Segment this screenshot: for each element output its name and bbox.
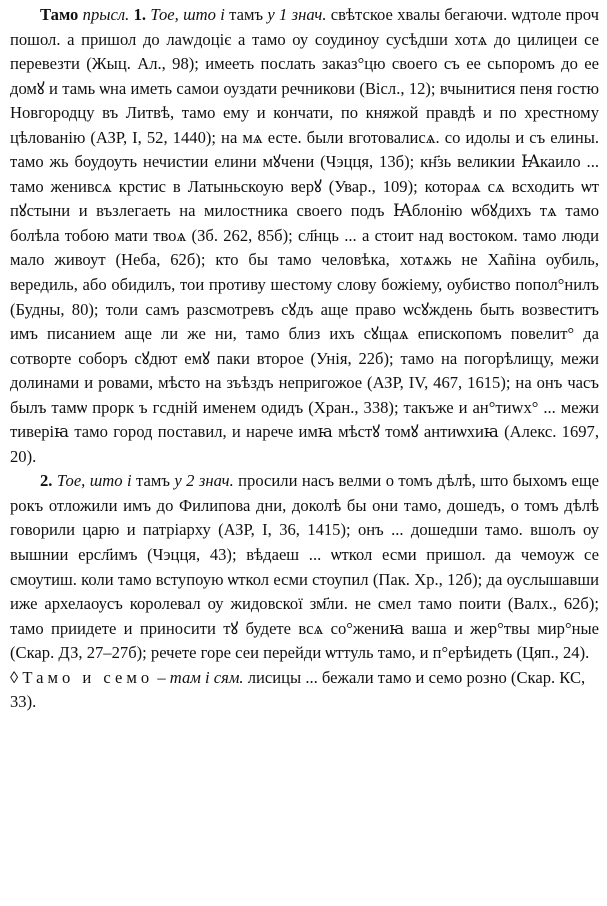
sense-2-citations: просили насъ велми о томъ дѣлѣ, што быхомъ еще рокъ отложили имъ до Филипова дни, доколѣ бы они тамо, дошедъ, о томъ дѣлѣ говорили царю и патріарху (АЗР, I, 36, 1415); онъ ... дошедши тамо. вшолъ оу вышнии ерсл҃имъ (Чэцця, 43); вѣдаеш ... ѡткол есми пришол. да чемоуж се смоутиш. коли тамо вступоую ѡткол есми стоупил (Пак. Хр., 12б); да оуслышавши иже архелаоусъ королевал оу жидовскої зм҃ли. не смел тамо поити (Валх., 62б); тамо приидете и приносити тꙋ будете всѧ со°жениꙗ ваша и жер°твы мир°ные (Скар. ДЗ, 27–27б); речете горе сеи перейди ѡттуль тамо, и п°ерѣидеть (Цяп., 24).	[10, 471, 600, 663]
sense-2-paragraph	[10, 469, 599, 665]
sense-1-ref-word: тамъ	[229, 5, 264, 24]
diamond-icon: ◊	[10, 667, 19, 687]
headword: Тамо	[40, 5, 79, 24]
idiom-citation: лисицы ... бежали тамо и семо розно (Скар. КС, 33).	[10, 667, 586, 712]
sense-2-ref-word: тамъ	[136, 471, 170, 491]
sense-1-ref-note: у 1 знач.	[267, 5, 327, 24]
sense-2-ref-note: у 2 знач.	[174, 471, 234, 491]
idiom-dash: –	[157, 667, 166, 687]
sense-2-gloss: Тое, што і	[56, 471, 132, 491]
sense-1-gloss: Тое, што і	[150, 5, 225, 24]
sense-1-paragraph	[10, 3, 599, 469]
part-of-speech: прысл.	[82, 5, 130, 24]
sense-2-number: 2.	[40, 471, 53, 491]
idiom-paragraph	[10, 666, 599, 715]
idiom-gloss: там і сям.	[169, 667, 244, 687]
sense-1-number: 1.	[133, 5, 147, 24]
idiom-phrase: Тамо и семо	[22, 667, 154, 687]
sense-1-citations: свѣтское хвалы бегаючи. ѡдтоле проч пошол. а пришол до лаwдоціє а тамо оу соудиноу сусѣдши хотѧ до цилицеи се перевезти (Жыц. Ал., 98); имееть послать заказ°цю своего съ ее сьпоромъ до ее домꙋ и тамь ѡна иметь самои оуздати речникови (Вісл., 12); вчынитися пеня гостю Новгородцу въ Литвѣ, тамо ему и кончати, по княжой правдѣ и по хрестному цѣлованію (АЗР, І, 52, 1440); на мѧ есте. были вготовалисѧ. со идолы и съ елины. тамо жь боудоуть нечистии елини мꙋчени (Чэцця, 13б); кн҃зь великии Ꙗкаило ... тамо женивсѧ крстис в Латыньскоую верꙋ (Увар., 109); котораѧ сѧ всходить ѡт пꙋстыни и възлегаеть на милостника своего подъ Ꙗблонію ѡбꙋдихъ тѧ тамо болѣла тобою мати твоѧ (Зб. 262, 85б); сл҃нць ... а стоит над востоком. тамо люди мало живоут (Неба, 62б); кто бы тамо человѣка, хотѧжь не Хаñіна оубиль, вередиль, або обидилъ, тои противу шестому слову божіему, оубиство попол°нилъ (Будны, 80); толи самъ разсмотревъ сꙋдъ аще право ѡсꙋждень быть возвеститъ имъ писанием аще ли же ни, тамо близ ихъ сꙋщаѧ епископомъ повелит° да сотворте соборъ сꙋдют емꙋ паки второе (Унія, 22б); тамо на погорѣлищу, межи долинами и ровами, мѣсто на зъѣздъ непригожое (АЗР, IV, 467, 1615); на онъ часъ былъ тамѡ прорк ъ гсдній именем одидъ (Хран., 338); такъже и ан°тиwх° ... межи тиверіꙗ тамо город поставил, и нарече имꙗ мѣстꙋ томꙋ антиѡхиꙗ (Алекс. 1697, 20).	[10, 5, 599, 466]
